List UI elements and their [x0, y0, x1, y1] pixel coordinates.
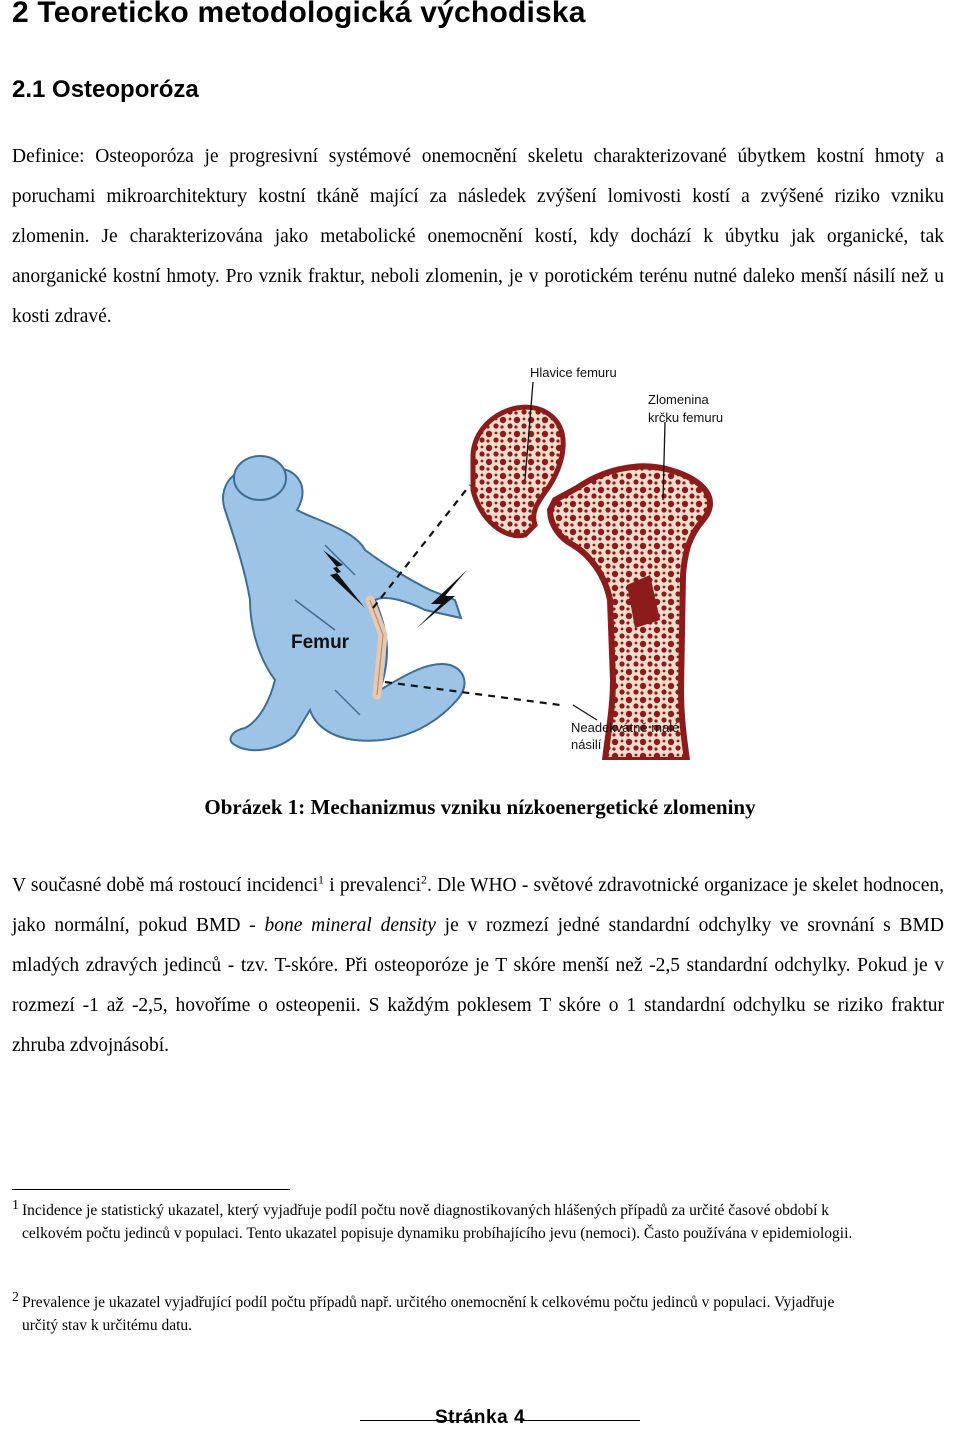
- footnote-2: [12, 1291, 872, 1337]
- chapter-heading: 2 Teoreticko metodologická východiska: [12, 0, 586, 29]
- text-span: je v rozmezí jedné standardní odchylky ve srovnání s BMD mladých zdravých jedinců - tzv. T-skóre. Při osteoporóze je T skóre menší než -2,5 standardní odchylky. Pokud je v rozmezí -1 až -2,5, hovoříme o osteopenii. S každým poklesem T skóre o 1 standardní odchylku se riziko fraktur zhruba zdvojnásobí.: [12, 915, 944, 1056]
- femur-cross-section: [473, 407, 710, 760]
- footnote-mark: 2: [12, 1290, 19, 1305]
- fracture-illustration: [205, 360, 785, 760]
- footnote-mark: 1: [12, 1198, 19, 1213]
- footnote-divider: [12, 1189, 290, 1190]
- label-neck-fracture: Zlomenina: [648, 392, 709, 407]
- footnote-ref-1[interactable]: 1: [318, 872, 325, 887]
- label-neck-fracture: krčku femuru: [648, 410, 724, 425]
- page-number: Stránka 4: [434, 1407, 526, 1428]
- term-italic: bone mineral density: [264, 915, 436, 936]
- footnote-1: [12, 1199, 872, 1245]
- footnote-text: Incidence je statistický ukazatel, který vyjadřuje podíl počtu nově diagnostikovaných hlášených případů za určité časové období k celkovém počtu jedinců v populaci. Tento ukazatel popisuje dynamiku probíhajícího jevu (nemoci). Často používána v epidemiologii.: [22, 1202, 853, 1242]
- label-femoral-head: Hlavice femuru: [530, 365, 617, 380]
- falling-person: [223, 456, 464, 750]
- who-paragraph: [12, 866, 944, 1066]
- text-span: . Dle WHO - světové zdravotnické organizace je skelet hodnocen, jako normální, pokud BMD -: [12, 875, 944, 936]
- figure-caption: Obrázek 1: Mechanizmus vzniku nízkoenergetické zlomeniny: [204, 795, 756, 819]
- label-inadequate-force: násilí: [571, 737, 602, 752]
- footnote-text: Prevalence je ukazatel vyjadřující podíl počtu případů např. určitého onemocnění k celkovému počtu jedinců v populaci. Vyjadřuje určitý stav k určitému datu.: [22, 1294, 835, 1334]
- label-inadequate-force: Neadekvátně malé: [571, 720, 680, 735]
- section-heading: 2.1 Osteoporóza: [12, 76, 199, 103]
- definition-paragraph: Definice: Osteoporóza je progresivní systémové onemocnění skeletu charakterizované úbytkem kostní hmoty a poruchami mikroarchitektury kostní tkáně mající za následek zvýšení lomivosti kostí a zvýšené riziko vzniku zlomenin. Je charakterizována jako metabolické onemocnění kostí, kdy dochází k úbytku jak organické, tak anorganické kostní hmoty. Pro vznik fraktur, neboli zlomenin, je v porotickém terénu nutné daleko menší násilí než u kosti zdravé.: [12, 146, 944, 327]
- footnote-ref-2[interactable]: 2: [421, 872, 428, 887]
- text-span: V současné době má rostoucí incidenci: [12, 875, 319, 896]
- label-femur: Femur: [291, 632, 350, 653]
- text-span: i prevalenci: [324, 875, 422, 896]
